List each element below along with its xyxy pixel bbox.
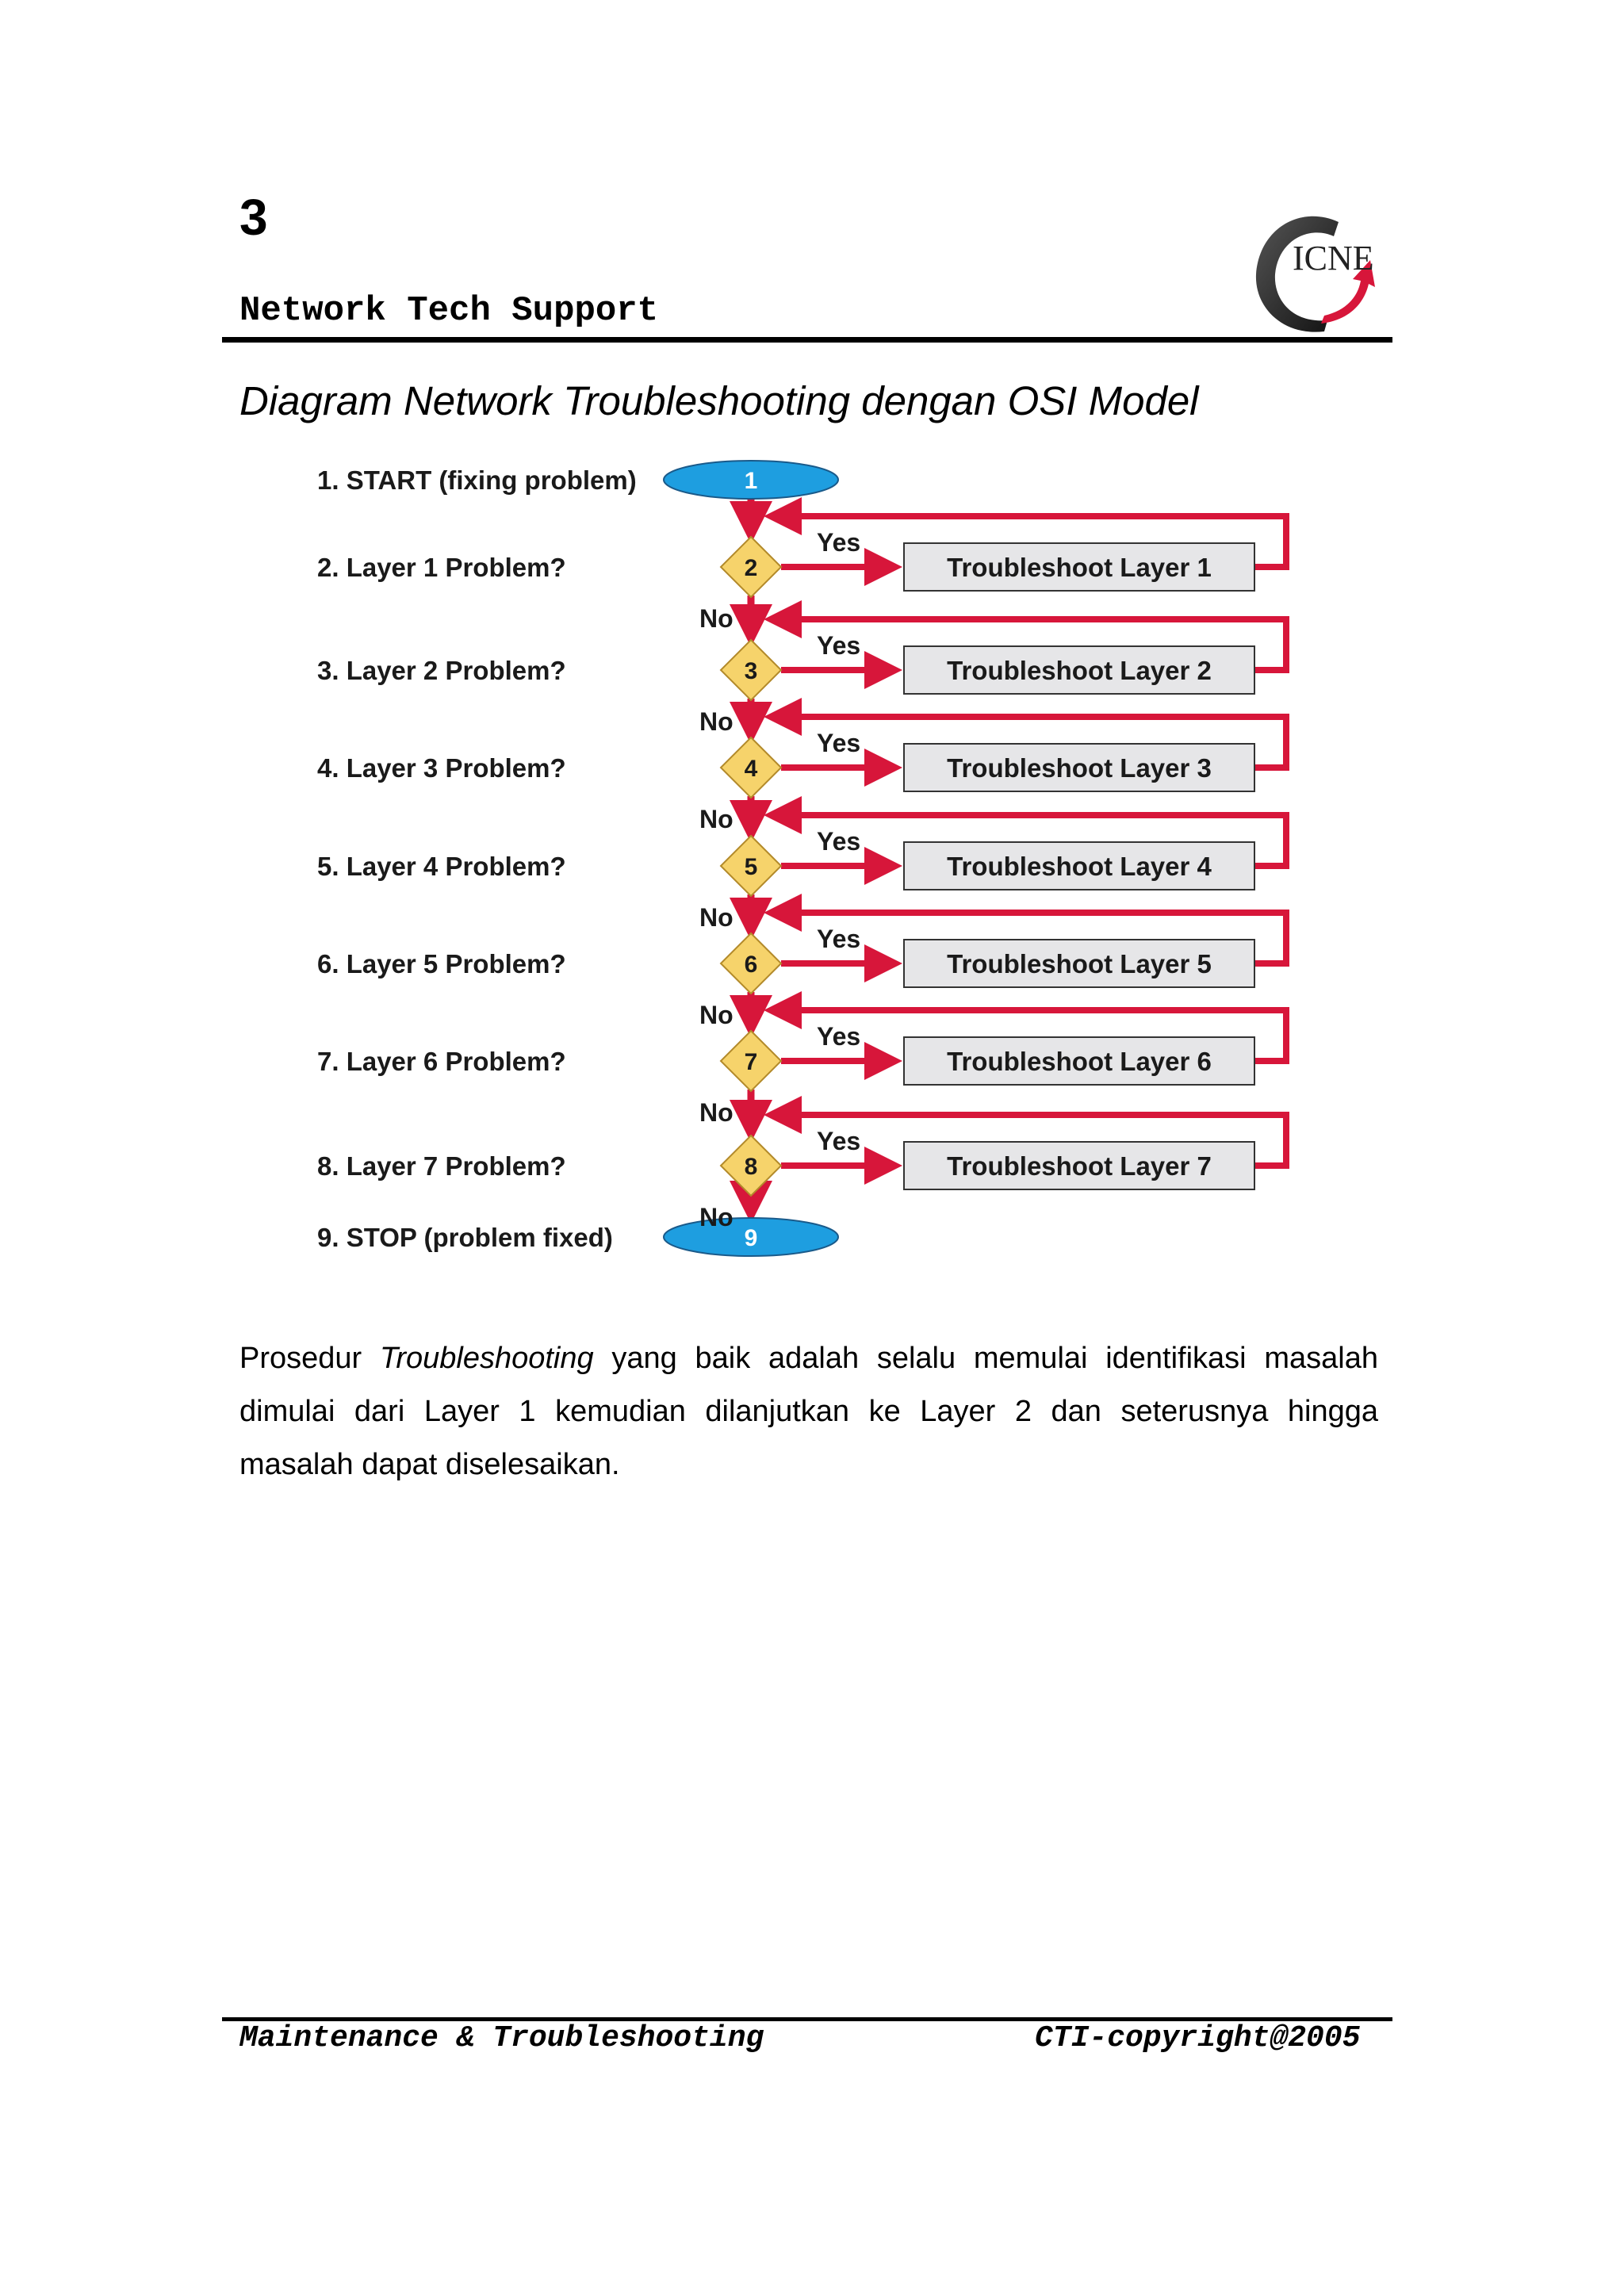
node-number: 5 xyxy=(744,854,758,880)
page-number: 3 xyxy=(239,189,268,246)
action-box-label: Troubleshoot Layer 3 xyxy=(947,753,1212,783)
node-number: 4 xyxy=(744,756,758,782)
node-number: 8 xyxy=(744,1154,758,1180)
footer-right: CTI-copyright@2005 xyxy=(1035,2021,1361,2055)
svg-text:ICNE: ICNE xyxy=(1293,239,1374,278)
no-label: No xyxy=(699,805,733,833)
paragraph-text-1: Prosedur xyxy=(239,1342,380,1375)
yes-label: Yes xyxy=(817,631,861,660)
no-label: No xyxy=(699,604,733,633)
step-label: 4. Layer 3 Problem? xyxy=(317,753,566,783)
action-box-label: Troubleshoot Layer 2 xyxy=(947,656,1212,685)
node-number: 6 xyxy=(744,952,758,978)
step-label: 2. Layer 1 Problem? xyxy=(317,553,566,582)
paragraph-text-2: yang baik adalah selalu memulai identifikasi masalah dimulai dari Layer 1 kemudian dilanjutkan ke Layer 2 dan seterusnya hingga masalah dapat diselesaikan. xyxy=(239,1342,1378,1481)
no-label: No xyxy=(699,1203,733,1231)
step-label: 6. Layer 5 Problem? xyxy=(317,949,566,978)
yes-label: Yes xyxy=(817,1022,861,1051)
step-label: 9. STOP (problem fixed) xyxy=(317,1223,613,1252)
osi-troubleshooting-flowchart xyxy=(309,456,1324,1281)
node-number: 3 xyxy=(744,658,758,684)
step-label: 3. Layer 2 Problem? xyxy=(317,656,566,685)
no-label: No xyxy=(699,903,733,932)
action-box-label: Troubleshoot Layer 6 xyxy=(947,1047,1212,1076)
action-box-label: Troubleshoot Layer 7 xyxy=(947,1151,1212,1181)
node-number: 7 xyxy=(744,1049,758,1075)
footer-left: Maintenance & Troubleshooting xyxy=(239,2021,764,2055)
yes-label: Yes xyxy=(817,925,861,953)
icne-logo xyxy=(1245,205,1380,341)
yes-label: Yes xyxy=(817,729,861,757)
header-rule xyxy=(222,337,1392,343)
step-label: 5. Layer 4 Problem? xyxy=(317,852,566,881)
no-label: No xyxy=(699,1098,733,1127)
diagram-title: Diagram Network Troubleshooting dengan OSI Model xyxy=(239,378,1199,423)
yes-label: Yes xyxy=(817,827,861,856)
header-title: Network Tech Support xyxy=(239,291,659,331)
node-number: 1 xyxy=(744,468,758,494)
body-paragraph xyxy=(239,1332,1378,1492)
paragraph-italic-term: Troubleshooting xyxy=(379,1342,594,1375)
no-label: No xyxy=(699,707,733,736)
action-box-label: Troubleshoot Layer 5 xyxy=(947,949,1212,978)
action-box-label: Troubleshoot Layer 4 xyxy=(947,852,1212,881)
action-box-label: Troubleshoot Layer 1 xyxy=(947,553,1212,582)
yes-label: Yes xyxy=(817,1127,861,1155)
step-label: 1. START (fixing problem) xyxy=(317,465,637,495)
step-label: 7. Layer 6 Problem? xyxy=(317,1047,566,1076)
no-label: No xyxy=(699,1001,733,1029)
yes-label: Yes xyxy=(817,528,861,557)
node-number: 2 xyxy=(744,555,758,581)
step-label: 8. Layer 7 Problem? xyxy=(317,1151,566,1181)
node-number: 9 xyxy=(744,1225,758,1251)
